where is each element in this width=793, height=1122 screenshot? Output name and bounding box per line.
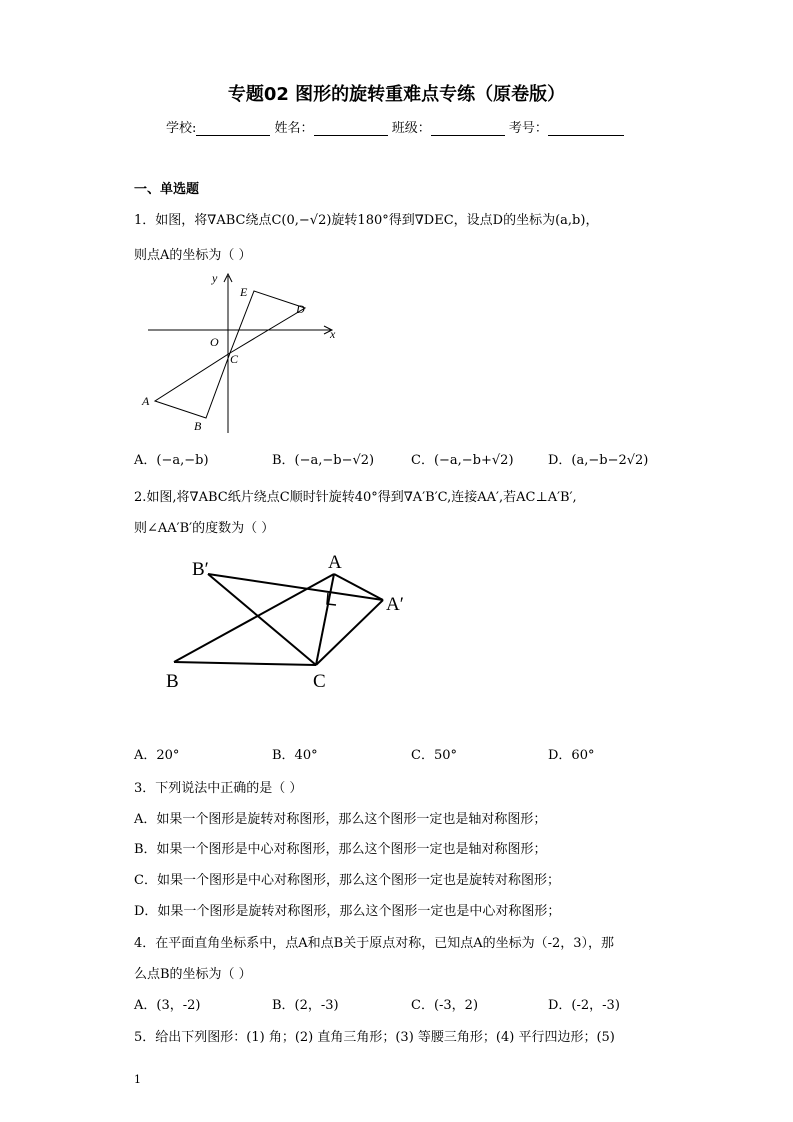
q1-option-b[interactable]: B．(−a,−b−√2) [272, 453, 375, 468]
school-label: 学校: [166, 121, 197, 136]
q1-option-d[interactable]: D．(a,−b−2√2) [548, 453, 649, 468]
q1-option-a[interactable]: A．(−a,−b) [134, 453, 209, 468]
q1-label-o: O [210, 335, 219, 349]
class-label: 班级： [391, 121, 431, 136]
q2-label-c: C [313, 671, 326, 692]
q1-stem-line2: 则点A的坐标为（ ） [134, 248, 252, 263]
q1-label-y: y [212, 271, 218, 285]
class-blank[interactable] [431, 121, 505, 136]
page-title: 专题02 图形的旋转重难点专练（原卷版） [227, 84, 566, 105]
exam-no-blank[interactable] [548, 121, 624, 136]
q1-label-x: x [330, 327, 336, 341]
q2-segment-bc [174, 662, 316, 665]
q1-triangle-abc [155, 353, 230, 418]
q1-figure [138, 268, 348, 440]
q1-option-c[interactable]: C．(−a,−b+√2) [411, 453, 514, 468]
q2-option-d[interactable]: D．60° [548, 748, 595, 763]
q3-option-b[interactable]: B．如果一个图形是中心对称图形，那么这个图形一定也是轴对称图形； [134, 842, 547, 857]
q1-label-e: E [240, 285, 248, 299]
q3-option-a[interactable]: A．如果一个图形是旋转对称图形，那么这个图形一定也是轴对称图形； [134, 812, 547, 827]
q4-option-c[interactable]: C．(-3，2) [411, 998, 479, 1013]
q1-label-b: B [194, 419, 202, 433]
page-number: 1 [134, 1073, 141, 1086]
q2-stem-line1: 2.如图,将∇ABC纸片绕点C顺时针旋转40°得到∇A′B′C,连接AA′,若AC⊥A′B′, [134, 490, 577, 505]
student-info-line [166, 117, 624, 136]
q4-option-b[interactable]: B．(2，-3) [272, 998, 339, 1013]
q2-figure [158, 548, 428, 698]
q2-label-b: B [166, 671, 179, 692]
q2-option-c[interactable]: C．50° [411, 748, 457, 763]
q1-label-d: D [296, 302, 305, 316]
section-heading: 一、单选题 [134, 182, 200, 197]
q1-triangle-dec [230, 291, 305, 353]
q2-label-b-prime: B′ [192, 559, 209, 580]
q4-stem-line2: 么点B的坐标为（ ） [134, 967, 252, 982]
q2-option-b[interactable]: B．40° [272, 748, 318, 763]
q2-stem-line2: 则∠AA′B′的度数为（ ） [134, 521, 275, 536]
school-blank[interactable] [196, 121, 270, 136]
q4-option-d[interactable]: D．(-2，-3) [548, 998, 620, 1013]
q3-option-c[interactable]: C．如果一个图形是中心对称图形，那么这个图形一定也是旋转对称图形； [134, 873, 560, 888]
name-blank[interactable] [314, 121, 388, 136]
q4-option-a[interactable]: A．(3，-2) [134, 998, 201, 1013]
q1-stem-line1: 1．如图，将∇ABC绕点C(0,−√2)旋转180°得到∇DEC，设点D的坐标为(a,b)， [134, 213, 599, 228]
q4-stem-line1: 4．在平面直角坐标系中，点A和点B关于原点对称，已知点A的坐标为（-2，3），那 [134, 936, 615, 951]
name-label: 姓名： [274, 121, 314, 136]
q2-segment-ab [174, 574, 334, 662]
q3-stem: 3．下列说法中正确的是（ ） [134, 781, 303, 796]
q2-label-a-prime: A′ [386, 594, 404, 615]
exam-no-label: 考号： [508, 121, 548, 136]
q1-label-c: C [230, 352, 239, 366]
q3-option-d[interactable]: D．如果一个图形是旋转对称图形，那么这个图形一定也是中心对称图形； [134, 904, 561, 919]
q2-label-a: A [328, 552, 342, 573]
q5-stem-line1: 5．给出下列图形：(1) 角；(2) 直角三角形；(3) 等腰三角形；(4) 平行四边形；(5) [134, 1030, 615, 1045]
q2-option-a[interactable]: A．20° [134, 748, 180, 763]
q1-label-a: A [142, 394, 150, 408]
